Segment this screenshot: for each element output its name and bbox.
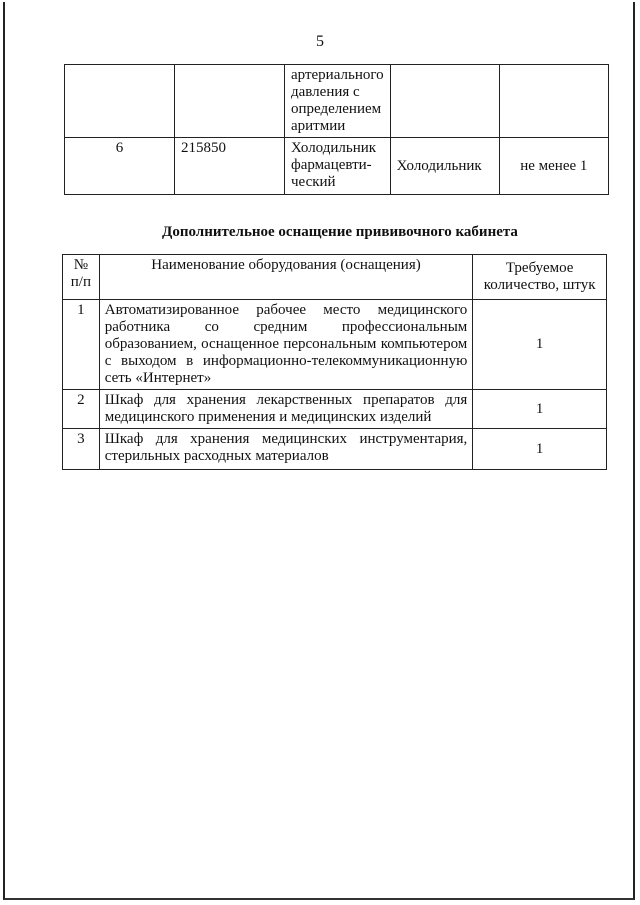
type-cell: Холодильник	[390, 138, 499, 195]
code-cell	[175, 65, 285, 138]
row-number-cell: 6	[65, 138, 175, 195]
row-number-cell	[65, 65, 175, 138]
table-header-row	[63, 255, 607, 300]
table-row	[63, 429, 607, 470]
name-cell: Автоматизированное рабочее место медицинского работника со средним профессиональным образованием, оснащенное персональным компьютером с выходом в информационно-телекоммуникационную сеть «Интернет»	[99, 300, 473, 390]
table-row	[65, 65, 609, 138]
table-row	[63, 390, 607, 429]
quantity-cell: 1	[473, 300, 607, 390]
table-row	[63, 300, 607, 390]
additional-equipment-table	[62, 254, 607, 470]
type-cell	[390, 65, 499, 138]
section-title: Дополнительное оснащение прививочного кабинета	[162, 224, 518, 240]
header-name: Наименование оборудования (оснащения)	[99, 255, 473, 300]
row-number-cell: 2	[63, 390, 100, 429]
quantity-cell: не менее 1	[499, 138, 608, 195]
code-cell: 215850	[175, 138, 285, 195]
row-number-cell: 3	[63, 429, 100, 470]
name-cell: Шкаф для хранения лекарственных препаратов для медицинского применения и медицинских изделий	[99, 390, 473, 429]
name-cell: Холодильник фармацевти-ческий	[285, 138, 391, 195]
quantity-cell	[499, 65, 608, 138]
equipment-table-continuation	[64, 64, 609, 195]
name-cell: Шкаф для хранения медицинских инструментария, стерильных расходных материалов	[99, 429, 473, 470]
name-cell: артериального давления с определением аритмии	[285, 65, 391, 138]
quantity-cell: 1	[473, 429, 607, 470]
page-number: 5	[316, 33, 324, 50]
header-quantity: Требуемое количество, штук	[473, 255, 607, 300]
table-row	[65, 138, 609, 195]
header-num: № п/п	[63, 255, 100, 300]
row-number-cell: 1	[63, 300, 100, 390]
quantity-cell: 1	[473, 390, 607, 429]
